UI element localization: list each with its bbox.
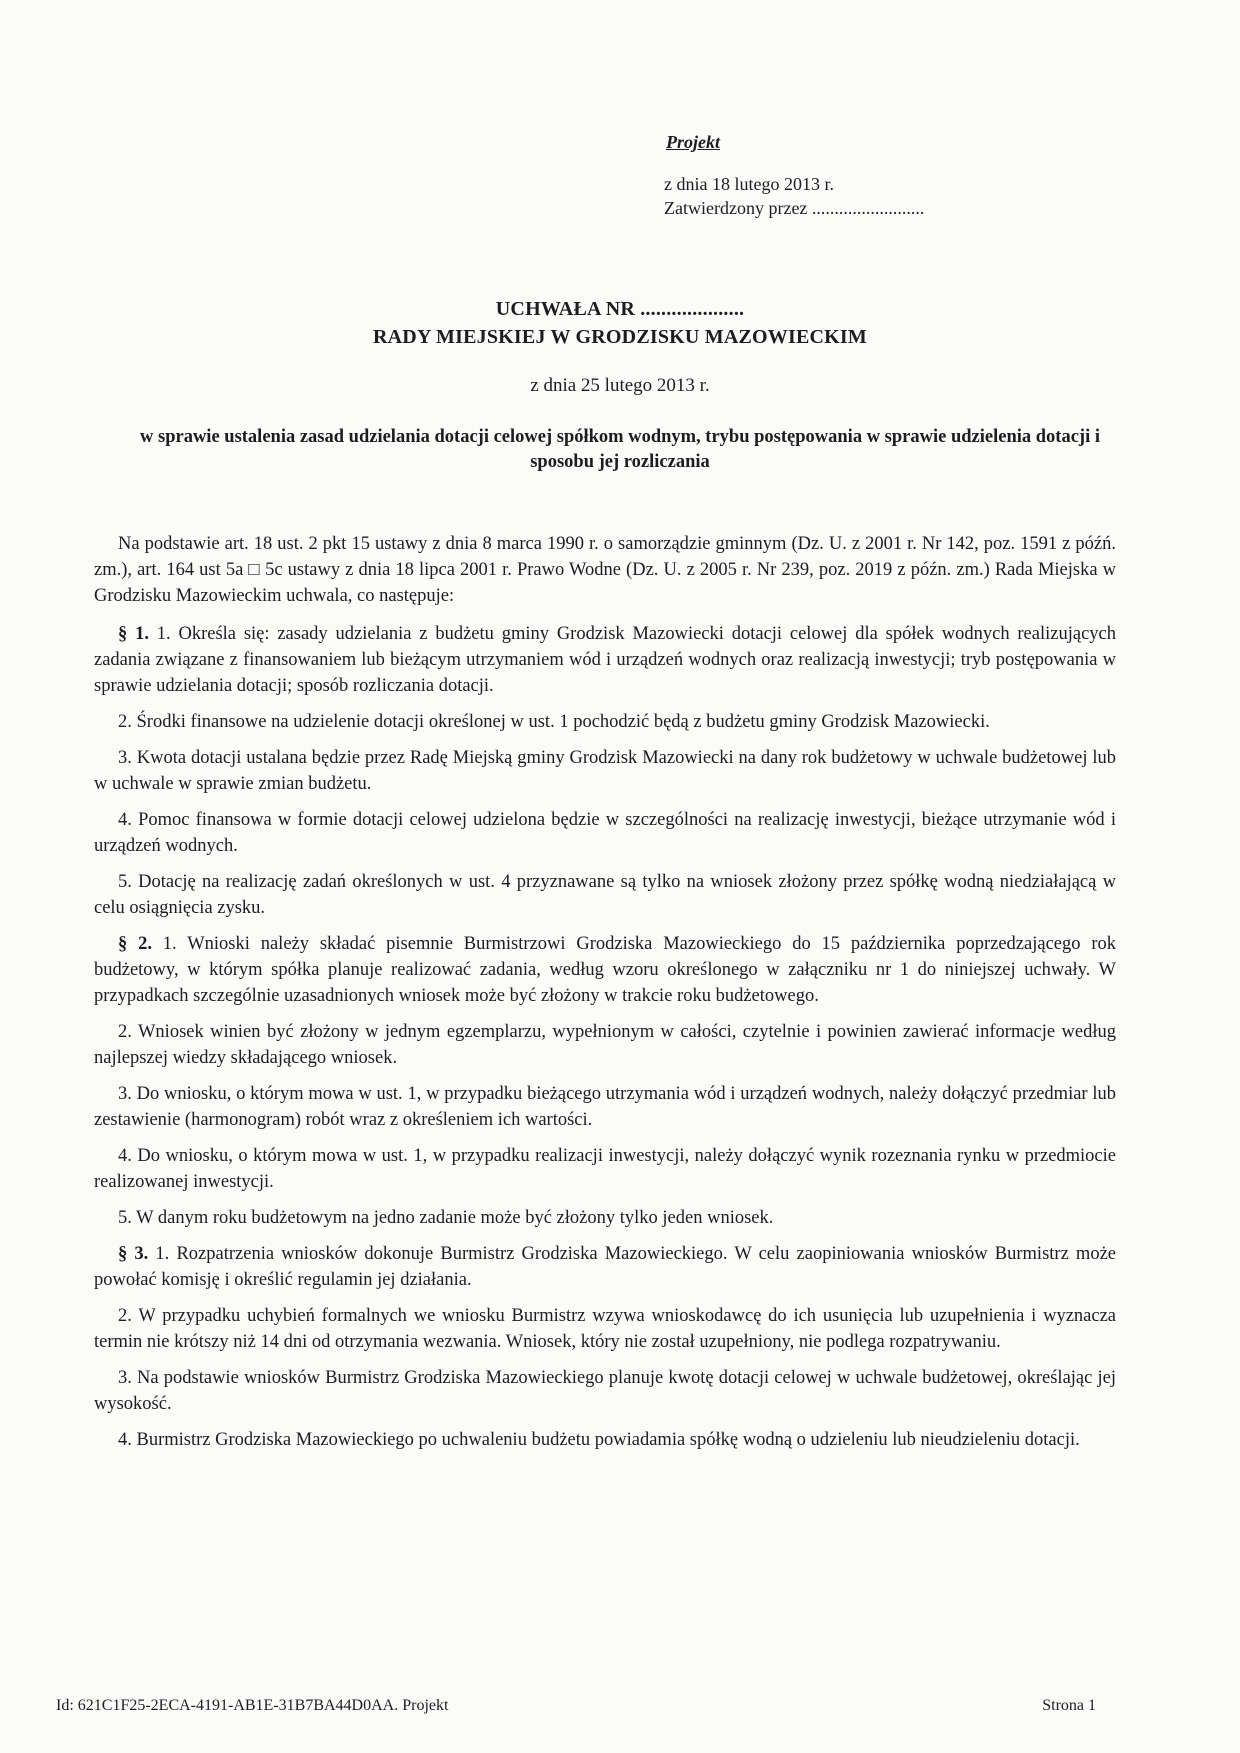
section-label: § 2. [118,934,152,954]
section-3-para-4: 4. Burmistrz Grodziska Mazowieckiego po uchwaleniu budżetu powiadamia spółkę wodną o udzieleniu lub nieudzieleniu dotacji. [118,1430,1080,1450]
section-label: § 3. [118,1244,149,1264]
section-3-para-3: 3. Na podstawie wniosków Burmistrz Grodziska Mazowieckiego planuje kwotę dotacji celowej w uchwale budżetowej, określając jej wysokość. [94,1368,1116,1414]
page-footer [56,1697,1096,1715]
section-2-para-4: 4. Do wniosku, o którym mowa w ust. 1, w przypadku realizacji inwestycji, należy dołączyć wynik rozeznania rynku w przedmiocie realizowanej inwestycji. [94,1146,1116,1192]
para-text: 1. Określa się: zasady udzielania z budżetu gminy Grodzisk Mazowiecki dotacji celowej dla spółek wodnych realizujących zadania związane z finansowaniem lub bieżącym utrzymaniem wód i urządzeń wodnych oraz realizacją inwestycji; tryb postępowania w sprawie udzielania dotacji; sposób rozliczania dotacji. [94,624,1116,696]
section-label: § 1. [118,624,149,644]
section-1-para-5: 5. Dotację na realizację zadań określonych w ust. 4 przyznawane są tylko na wniosek złożony przez spółkę wodną niedziałającą w celu osiągnięcia zysku. [94,872,1116,918]
legal-basis: Na podstawie art. 18 ust. 2 pkt 15 ustawy z dnia 8 marca 1990 r. o samorządzie gminnym (Dz. U. z 2001 r. Nr 142, poz. 1591 z późń. zm.), art. 164 ust 5a □ 5c ustawy z dnia 18 lipca 2001 r. Prawo Wodne (Dz. U. z 2005 r. Nr 239, poz. 2019 z późn. zm.) Rada Miejska w Grodzisku Mazowieckim uchwala, co następuje: [94,534,1116,606]
draft-date: z dnia 18 lutego 2013 r. [664,174,834,194]
document-body [94,531,1116,1463]
resolution-number: UCHWAŁA NR .................... [495,298,745,320]
document-id: Id: 621C1F25-2ECA-4191-AB1E-31B7BA44D0AA. Projekt [56,1697,449,1714]
section-2-para-3: 3. Do wniosku, o którym mowa w ust. 1, w przypadku bieżącego utrzymania wód i urządzeń wodnych, należy dołączyć przedmiar lub zestawienie (harmonogram) robót wraz z określeniem ich wartości. [94,1084,1116,1130]
para-text: 1. Rozpatrzenia wniosków dokonuje Burmistrz Grodziska Mazowieckiego. W celu zaopiniowania wniosków Burmistrz może powołać komisję i określić regulamin jej działania. [94,1244,1116,1290]
page-number: Strona 1 [1042,1697,1096,1714]
section-1-para-1 [94,621,1116,699]
section-1-para-2: 2. Środki finansowe na udzielenie dotacji określonej w ust. 1 pochodzić będą z budżetu gminy Grodzisk Mazowiecki. [118,712,990,732]
section-1-para-3: 3. Kwota dotacji ustalana będzie przez Radę Miejską gminy Grodzisk Mazowiecki na dany rok budżetowy w uchwale budżetowej lub w uchwale w sprawie zmian budżetu. [94,748,1116,794]
document-header [664,130,984,220]
section-2-para-1 [94,931,1116,1009]
draft-label: Projekt [666,132,720,152]
section-3-para-2: 2. W przypadku uchybień formalnych we wniosku Burmistrz wzywa wnioskodawcę do ich usunięcia lub uzupełnienia i wyznacza termin nie krótszy niż 14 dni od otrzymania wezwania. Wniosek, który nie został uzupełniony, nie podlega rozpatrywaniu. [94,1306,1116,1352]
section-2-para-2: 2. Wniosek winien być złożony w jednym egzemplarzu, wypełnionym w całości, czytelnie i powinien zawierać informacje według najlepszej wiedzy składającego wniosek. [94,1022,1116,1068]
resolution-subject: w sprawie ustalenia zasad udzielania dotacji celowej spółkom wodnym, trybu postępowania w sprawie udzielenia dotacji i sposobu jej rozliczania [140,427,1100,472]
resolution-title [0,295,1240,397]
section-3-para-1 [94,1241,1116,1293]
council-name: RADY MIEJSKIEJ W GRODZISKU MAZOWIECKIM [373,326,867,348]
approved-by: Zatwierdzony przez ......................... [664,198,925,218]
section-1-para-4: 4. Pomoc finansowa w formie dotacji celowej udzielona będzie w szczególności na realizację inwestycji, bieżące utrzymanie wód i urządzeń wodnych. [94,810,1116,856]
section-2-para-5: 5. W danym roku budżetowym na jedno zadanie może być złożony tylko jeden wniosek. [118,1208,774,1228]
para-text: 1. Wnioski należy składać pisemnie Burmistrzowi Grodziska Mazowieckiego do 15 października poprzedzającego rok budżetowy, w którym spółka planuje realizować zadania, według wzoru określonego w załączniku nr 1 do niniejszej uchwały. W przypadkach szczególnie uzasadnionych wniosek może być złożony w trakcie roku budżetowego. [94,934,1117,1006]
resolution-date: z dnia 25 lutego 2013 r. [530,375,710,396]
